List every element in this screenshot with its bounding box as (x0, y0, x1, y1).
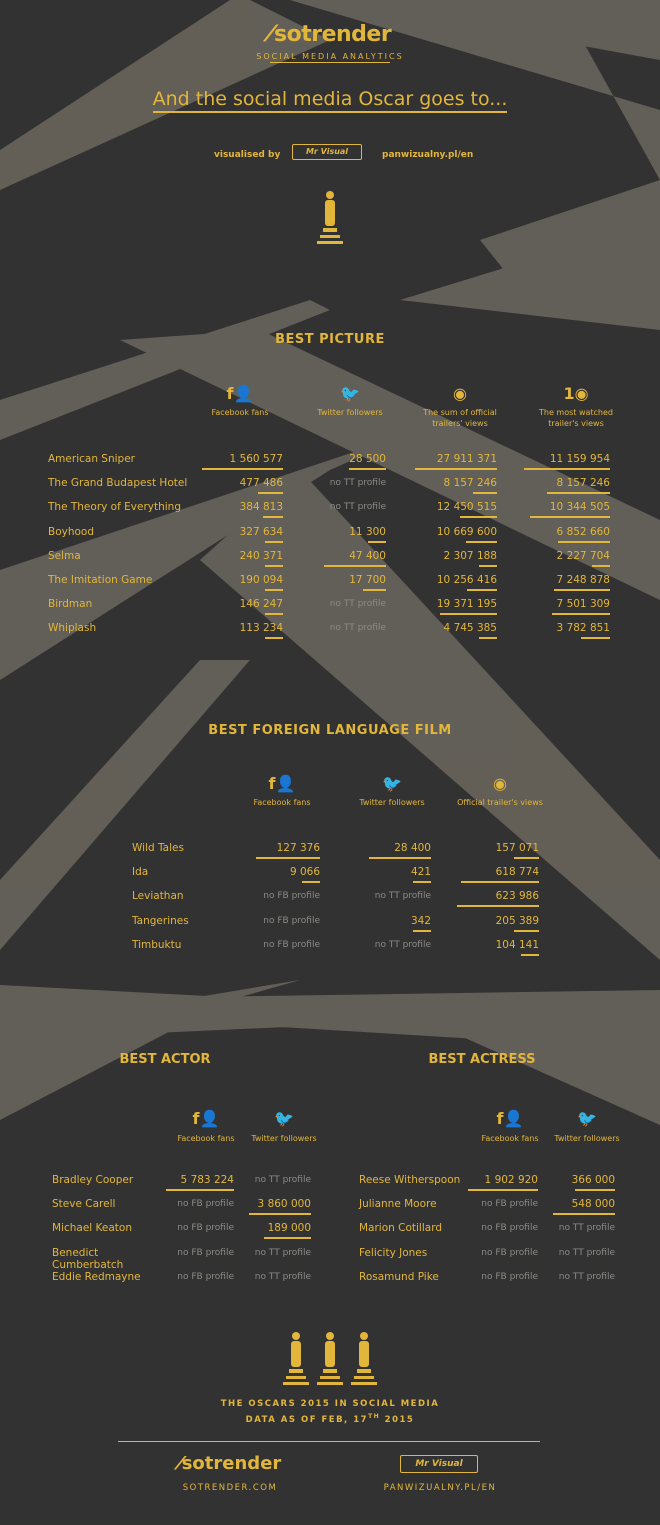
bar-views (457, 905, 539, 907)
cell-tw: 28 400 (394, 842, 431, 854)
cell-sum: 2 307 188 (443, 549, 497, 562)
best-foreign-title: BEST FOREIGN LANGUAGE FILM (208, 723, 452, 738)
row-name: Ida (132, 866, 149, 879)
footer-divider (118, 1441, 540, 1442)
bar-tw (413, 930, 431, 932)
cell-sum: 12 450 515 (436, 501, 497, 514)
footer-line-1: THE OSCARS 2015 IN SOCIAL MEDIA (220, 1399, 440, 1409)
row-name: Whiplash (48, 622, 97, 635)
cell-tw: 548 000 (571, 1198, 615, 1211)
tagline-divider (270, 62, 390, 63)
bar-fb (265, 613, 283, 615)
bar-views (514, 930, 539, 932)
row-name: Felicity Jones (359, 1246, 428, 1259)
cell-tw: no TT profile (374, 939, 431, 950)
bp-col-twitter: Twitter followers (317, 408, 383, 417)
row-name: Benedict Cumberbatch (52, 1246, 124, 1271)
row-name: Rosamund Pike (359, 1270, 439, 1283)
best-picture-title: BEST PICTURE (275, 332, 385, 347)
cell-tw: 28 500 (349, 453, 386, 465)
cell-tw: no TT profile (374, 891, 431, 902)
row-name: Eddie Redmayne (52, 1270, 141, 1283)
cell-fb: 1 560 577 (229, 453, 283, 465)
bar-sum (473, 492, 497, 494)
footer-date-sup: TH (368, 1413, 381, 1420)
row-name: Julianne Moore (359, 1198, 437, 1211)
cell-fb: no FB profile (481, 1271, 538, 1282)
bar-fb (265, 541, 283, 543)
cell-tw: 47 400 (349, 549, 386, 562)
cell-sum: 4 745 385 (443, 622, 497, 635)
cell-tw: no TT profile (254, 1271, 311, 1282)
cell-fb: no FB profile (481, 1247, 538, 1258)
cell-tw: no TT profile (329, 623, 386, 634)
cell-fb: no FB profile (177, 1199, 234, 1210)
cell-fb: no FB profile (263, 915, 320, 926)
cell-tw: 189 000 (267, 1222, 311, 1235)
bar-tw (413, 881, 431, 883)
cell-most: 8 157 246 (556, 477, 610, 490)
footer-line-2 (0, 1413, 660, 1425)
cell-most: 11 159 954 (549, 453, 610, 465)
bar-fb (302, 881, 320, 883)
bar-most (592, 565, 610, 567)
cell-fb: no FB profile (177, 1271, 234, 1282)
cell-tw: no TT profile (329, 599, 386, 610)
sotrender-logo (0, 22, 660, 47)
twitter-followers-icon: 🐦 (577, 1109, 597, 1128)
twitter-followers-icon: 🐦 (340, 384, 360, 403)
bar-sum (460, 516, 497, 518)
row-name: Wild Tales (132, 842, 184, 854)
bar-fb (202, 468, 283, 470)
ba-col-twitter: Twitter followers (251, 1134, 317, 1143)
facebook-fans-icon: f👤 (226, 384, 254, 403)
bar-most (581, 637, 610, 639)
footer-sotrender-logo (160, 1453, 300, 1474)
bar-views (461, 881, 539, 883)
cell-fb: no FB profile (263, 939, 320, 950)
twitter-followers-icon: 🐦 (382, 774, 402, 793)
cell-fb: 477 486 (239, 477, 283, 490)
bs-col-facebook: Facebook fans (481, 1134, 539, 1143)
headline (0, 88, 660, 110)
bar-sum (440, 613, 497, 615)
bar-fb (468, 1189, 538, 1191)
bf-col-views: Official trailer's views (457, 798, 543, 807)
cell-tw: 366 000 (571, 1174, 615, 1186)
bar-most (530, 516, 610, 518)
mr-visual-badge: Mr Visual (292, 144, 362, 160)
row-name: Selma (48, 549, 81, 562)
bar-sum (415, 468, 497, 470)
bar-tw (368, 541, 386, 543)
cell-views: 205 389 (495, 914, 539, 927)
row-name: Tangerines (132, 914, 189, 927)
partner-url: panwizualny.pl/en (382, 150, 474, 160)
brand-name: sotrender (274, 22, 392, 47)
cell-views: 623 986 (495, 890, 539, 903)
cell-tw: 3 860 000 (257, 1198, 311, 1211)
trailer-views-icon: ◉ (453, 384, 467, 403)
facebook-fans-icon: f👤 (268, 774, 296, 793)
oscar-statuette-icon (316, 190, 344, 246)
bar-tw (264, 1237, 311, 1239)
row-name: Leviathan (132, 890, 184, 903)
cell-most: 10 344 505 (549, 501, 610, 514)
cell-fb: 146 247 (239, 598, 283, 611)
row-name: Timbuktu (132, 938, 182, 951)
bar-fb (265, 589, 283, 591)
cell-fb: no FB profile (177, 1247, 234, 1258)
cell-most: 2 227 704 (556, 549, 610, 562)
footer-brand-name: sotrender (181, 1453, 282, 1474)
ba-col-facebook: Facebook fans (177, 1134, 235, 1143)
most-watched-icon: 1◉ (563, 384, 589, 403)
bar-sum (466, 541, 497, 543)
bar-most (554, 589, 610, 591)
cell-fb: no FB profile (481, 1199, 538, 1210)
headline-part-2: Oscar (358, 88, 413, 113)
cell-views: 157 071 (495, 842, 539, 854)
facebook-fans-icon: f👤 (496, 1109, 524, 1128)
bar-fb (265, 637, 283, 639)
footer-date: DATA AS OF FEB, 17 (245, 1414, 369, 1425)
row-name: Reese Witherspoon (359, 1174, 461, 1186)
cell-views: 104 141 (495, 938, 539, 951)
row-name: Boyhood (48, 525, 95, 538)
cell-tw: no TT profile (558, 1271, 615, 1282)
bar-fb (256, 857, 320, 859)
facebook-fans-icon: f👤 (192, 1109, 220, 1128)
bar-tw (553, 1213, 615, 1215)
cell-tw: 17 700 (349, 574, 386, 586)
three-oscars-icon (280, 1330, 380, 1390)
cell-views: 618 774 (495, 866, 539, 879)
cell-sum: 8 157 246 (443, 477, 497, 490)
bar-fb (265, 565, 283, 567)
bar-tw (249, 1213, 311, 1215)
row-name: Birdman (48, 598, 93, 611)
logo-mark-icon: ⁄ (268, 22, 272, 47)
cell-most: 3 782 851 (556, 622, 610, 635)
bar-most (547, 492, 610, 494)
cell-fb: 113 234 (239, 622, 283, 635)
row-name: Michael Keaton (52, 1222, 133, 1235)
row-name: Steve Carell (52, 1198, 116, 1211)
cell-most: 6 852 660 (556, 525, 610, 538)
cell-most: 7 501 309 (556, 598, 610, 611)
bar-views (521, 954, 539, 956)
row-name: Bradley Cooper (52, 1174, 134, 1186)
cell-tw: 342 (410, 914, 431, 927)
row-name: The Imitation Game (48, 574, 153, 586)
bar-tw (369, 857, 431, 859)
cell-fb: 1 902 920 (484, 1174, 538, 1186)
best-actor-title: BEST ACTOR (119, 1052, 211, 1067)
row-name: The Theory of Everything (48, 501, 181, 514)
cell-tw: 421 (410, 866, 431, 879)
cell-fb: 384 813 (239, 501, 283, 514)
bar-views (514, 857, 539, 859)
bf-col-facebook: Facebook fans (253, 798, 311, 807)
bp-col-sum: The sum of official trailers' views (423, 408, 497, 428)
cell-fb: 327 634 (239, 525, 283, 538)
row-name: The Grand Budapest Hotel (48, 477, 188, 490)
cell-fb: no FB profile (481, 1223, 538, 1234)
headline-part-1: And the social media (153, 88, 359, 113)
cell-sum: 10 669 600 (436, 525, 497, 538)
bar-fb (258, 492, 283, 494)
footer-mr-visual-badge: Mr Visual (400, 1455, 478, 1473)
cell-sum: 27 911 371 (436, 453, 497, 465)
bp-col-most: The most watched trailer's views (538, 408, 613, 428)
footer-year: 2015 (380, 1414, 415, 1425)
cell-most: 7 248 878 (556, 574, 610, 586)
cell-fb: 5 783 224 (180, 1174, 234, 1186)
bar-tw (324, 565, 386, 567)
bar-sum (479, 637, 497, 639)
cell-sum: 19 371 195 (436, 598, 497, 611)
cell-fb: 240 371 (239, 549, 283, 562)
cell-tw: no TT profile (254, 1175, 311, 1185)
row-name: Marion Cotillard (359, 1222, 443, 1235)
cell-sum: 10 256 416 (436, 574, 497, 586)
bar-tw (575, 1189, 615, 1191)
logo-mark-icon: ⁄ (178, 1453, 182, 1474)
bar-sum (479, 565, 497, 567)
bar-fb (263, 516, 283, 518)
twitter-followers-icon: 🐦 (274, 1109, 294, 1128)
bf-col-twitter: Twitter followers (359, 798, 425, 807)
bar-most (524, 468, 610, 470)
bar-sum (467, 589, 497, 591)
cell-tw: 11 300 (349, 525, 386, 538)
cell-tw: no TT profile (254, 1247, 311, 1258)
cell-tw: no TT profile (558, 1247, 615, 1258)
cell-fb: no FB profile (177, 1223, 234, 1234)
bar-tw (349, 468, 386, 470)
headline-part-3: goes to... (413, 88, 507, 113)
cell-fb: 127 376 (276, 842, 320, 854)
cell-fb: no FB profile (263, 891, 320, 902)
cell-tw: no TT profile (329, 478, 386, 489)
tagline: SOCIAL MEDIA ANALYTICS (256, 52, 404, 61)
row-name: American Sniper (48, 453, 135, 465)
bar-most (552, 613, 610, 615)
cell-fb: 9 066 (289, 866, 320, 879)
bar-tw (363, 589, 386, 591)
visualised-by-label: visualised by (214, 150, 281, 160)
cell-fb: 190 094 (239, 574, 283, 586)
footer-sotrender-url: SOTRENDER.COM (182, 1483, 278, 1493)
bar-fb (166, 1189, 234, 1191)
cell-tw: no TT profile (329, 502, 386, 513)
trailer-views-icon: ◉ (493, 774, 507, 793)
cell-tw: no TT profile (558, 1223, 615, 1234)
best-actress-title: BEST ACTRESS (428, 1052, 536, 1067)
bp-col-facebook: Facebook fans (211, 408, 269, 417)
footer-partner-url: PANWIZUALNY.PL/EN (383, 1483, 497, 1493)
bar-most (558, 541, 610, 543)
bs-col-twitter: Twitter followers (554, 1134, 620, 1143)
